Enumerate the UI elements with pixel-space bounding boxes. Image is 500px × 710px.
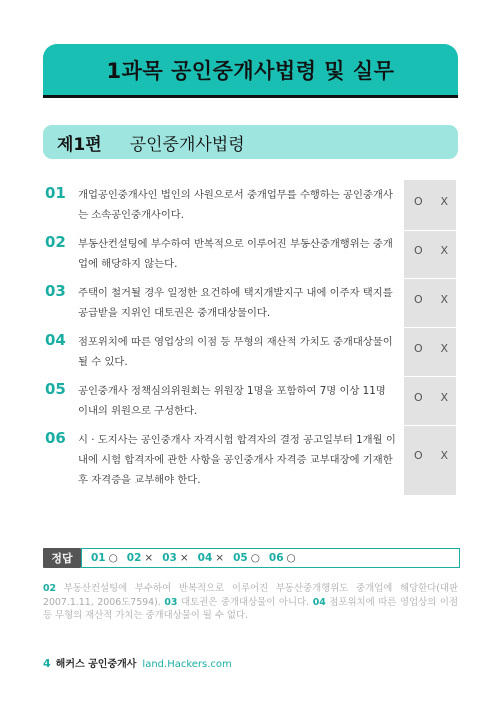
- question-text: 주택이 철거될 경우 일정한 요건하에 택지개발지구 내에 이주자 택지를 공급받을 지위인 대토권은 중개대상물이다.: [78, 287, 393, 319]
- ox-divider: [404, 327, 456, 328]
- o-mark[interactable]: O: [413, 342, 423, 355]
- section-title: 공인중개사법령: [129, 134, 245, 155]
- subject-title: 1과목 공인중개사법령 및 실무: [106, 58, 395, 83]
- page-number: 4: [43, 657, 51, 670]
- answer-number: 06: [268, 552, 284, 564]
- question-text: 개업공인중개사인 법인의 사원으로서 중개업무를 수행하는 공인중개사는 소속공인중개사이다.: [78, 189, 393, 221]
- footer-site-link[interactable]: land.Hackers.com: [142, 659, 232, 670]
- explanation-number: 03: [164, 596, 178, 608]
- question-number: 01: [45, 184, 66, 202]
- question-text: 공인중개사 정책심의위원회는 위원장 1명을 포함하여 7명 이상 11명 이내의 위원으로 구성한다.: [78, 385, 386, 417]
- x-mark[interactable]: X: [440, 391, 449, 404]
- explanation-number: 02: [43, 583, 57, 594]
- o-mark[interactable]: O: [413, 244, 423, 257]
- o-mark[interactable]: O: [413, 391, 423, 404]
- answer-value: ○: [108, 552, 118, 564]
- answer-number: 02: [126, 552, 142, 564]
- question-number: 04: [45, 331, 66, 349]
- explanation-body: 대토권은 중개대상물이 아니다.: [181, 596, 310, 608]
- question-number: 06: [45, 429, 66, 447]
- answer-number: 03: [162, 552, 177, 564]
- answer-item: [233, 552, 260, 564]
- o-mark[interactable]: O: [413, 449, 423, 462]
- explanation-text: [43, 582, 458, 623]
- question-text: 시 · 도지사는 공인중개사 자격시험 합격자의 결정 공고일부터 1개월 이내에 시험 합격자에 관한 사항을 공인중개사 자격증 교부대장에 기재한 후 자격증을 교부해야 한다.: [78, 434, 396, 486]
- ox-divider: [404, 278, 456, 279]
- answer-value: ×: [144, 552, 154, 564]
- answer-item: [198, 552, 224, 564]
- subject-banner: [43, 44, 458, 95]
- answer-value: ○: [286, 552, 296, 564]
- ox-divider: [404, 230, 456, 231]
- ox-divider: [404, 376, 456, 377]
- x-mark[interactable]: X: [440, 449, 449, 462]
- x-mark[interactable]: X: [440, 293, 449, 306]
- question-number: 02: [45, 233, 66, 251]
- question-number: 03: [45, 282, 66, 300]
- answer-item: [91, 552, 118, 564]
- x-mark[interactable]: X: [440, 342, 449, 355]
- answer-item: [127, 552, 153, 564]
- section-number: 제1편: [57, 134, 102, 155]
- answer-item: [162, 552, 188, 564]
- answer-label: 정답: [43, 548, 81, 568]
- banner-underline: [43, 95, 458, 98]
- answer-value: ×: [179, 552, 189, 564]
- explanation-number: 04: [312, 596, 326, 608]
- o-mark[interactable]: O: [413, 293, 423, 306]
- x-mark[interactable]: X: [440, 244, 449, 257]
- page-footer: [43, 655, 232, 670]
- answer-number: 05: [233, 552, 248, 564]
- ox-column: [404, 180, 456, 495]
- answer-number: 01: [91, 552, 106, 564]
- answer-number: 04: [197, 552, 213, 564]
- o-mark[interactable]: O: [413, 195, 423, 208]
- explanation-body: 부동산컨설팅에 부수하여 반복적으로 이루어진 부동산중개행위도 중개업에 해당한다(대판 2007.1.11, 2006도7594).: [43, 583, 459, 608]
- ox-divider: [404, 425, 456, 426]
- question-number: 05: [45, 380, 66, 398]
- explanation-body: 점포위치에 따른 영업상의 이점 등 무형의 재산적 가치는 중개대상물이 될 수 없다.: [43, 596, 458, 621]
- x-mark[interactable]: X: [440, 195, 449, 208]
- question-text: 부동산컨설팅에 부수하여 반복적으로 이루어진 부동산중개행위는 중개업에 해당하지 않는다.: [78, 238, 393, 270]
- question-text: 점포위치에 따른 영업상의 이점 등 무형의 재산적 가치도 중개대상물이 될 수 있다.: [78, 336, 393, 368]
- answer-value: ×: [215, 552, 225, 564]
- footer-brand: 해커스 공인중개사: [55, 659, 137, 670]
- answer-value: ○: [250, 552, 260, 564]
- answer-bar: [43, 548, 458, 568]
- answer-item: [269, 552, 296, 564]
- section-header: [43, 125, 458, 159]
- answer-box: [81, 548, 460, 568]
